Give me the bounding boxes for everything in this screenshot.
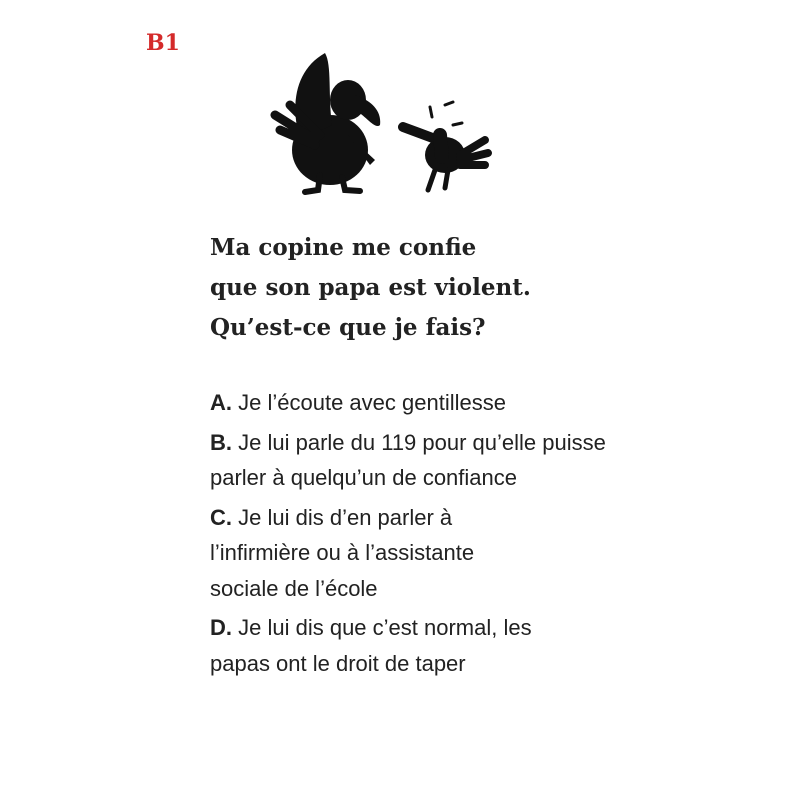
question-line: Ma copine me confie <box>210 234 477 261</box>
answer-text: Je lui parle du 119 pour qu’elle puisse parler à quelqu’un de confiance <box>210 429 606 490</box>
question <box>210 228 531 348</box>
answer-a <box>210 385 610 421</box>
answer-b <box>210 425 610 496</box>
answer-text: Je lui dis que c’est normal, les papas ont le droit de taper <box>210 615 532 676</box>
answer-c <box>210 500 520 607</box>
answer-letter: D. <box>210 615 232 640</box>
answer-text: Je l’écoute avec gentillesse <box>238 390 506 415</box>
answer-letter: A. <box>210 390 232 415</box>
question-line: que son papa est violent. <box>210 274 531 301</box>
two-crows-icon <box>270 45 500 200</box>
answer-letter: C. <box>210 504 232 530</box>
answer-list <box>210 385 630 685</box>
question-line: Qu’est-ce que je fais? <box>210 314 486 341</box>
answer-d <box>210 610 570 681</box>
answer-text: Je lui dis d’en parler à l’infirmière ou à l’assistante sociale de l’école <box>210 504 475 601</box>
answer-letter: B. <box>210 429 232 455</box>
card-code: B1 <box>146 30 180 56</box>
